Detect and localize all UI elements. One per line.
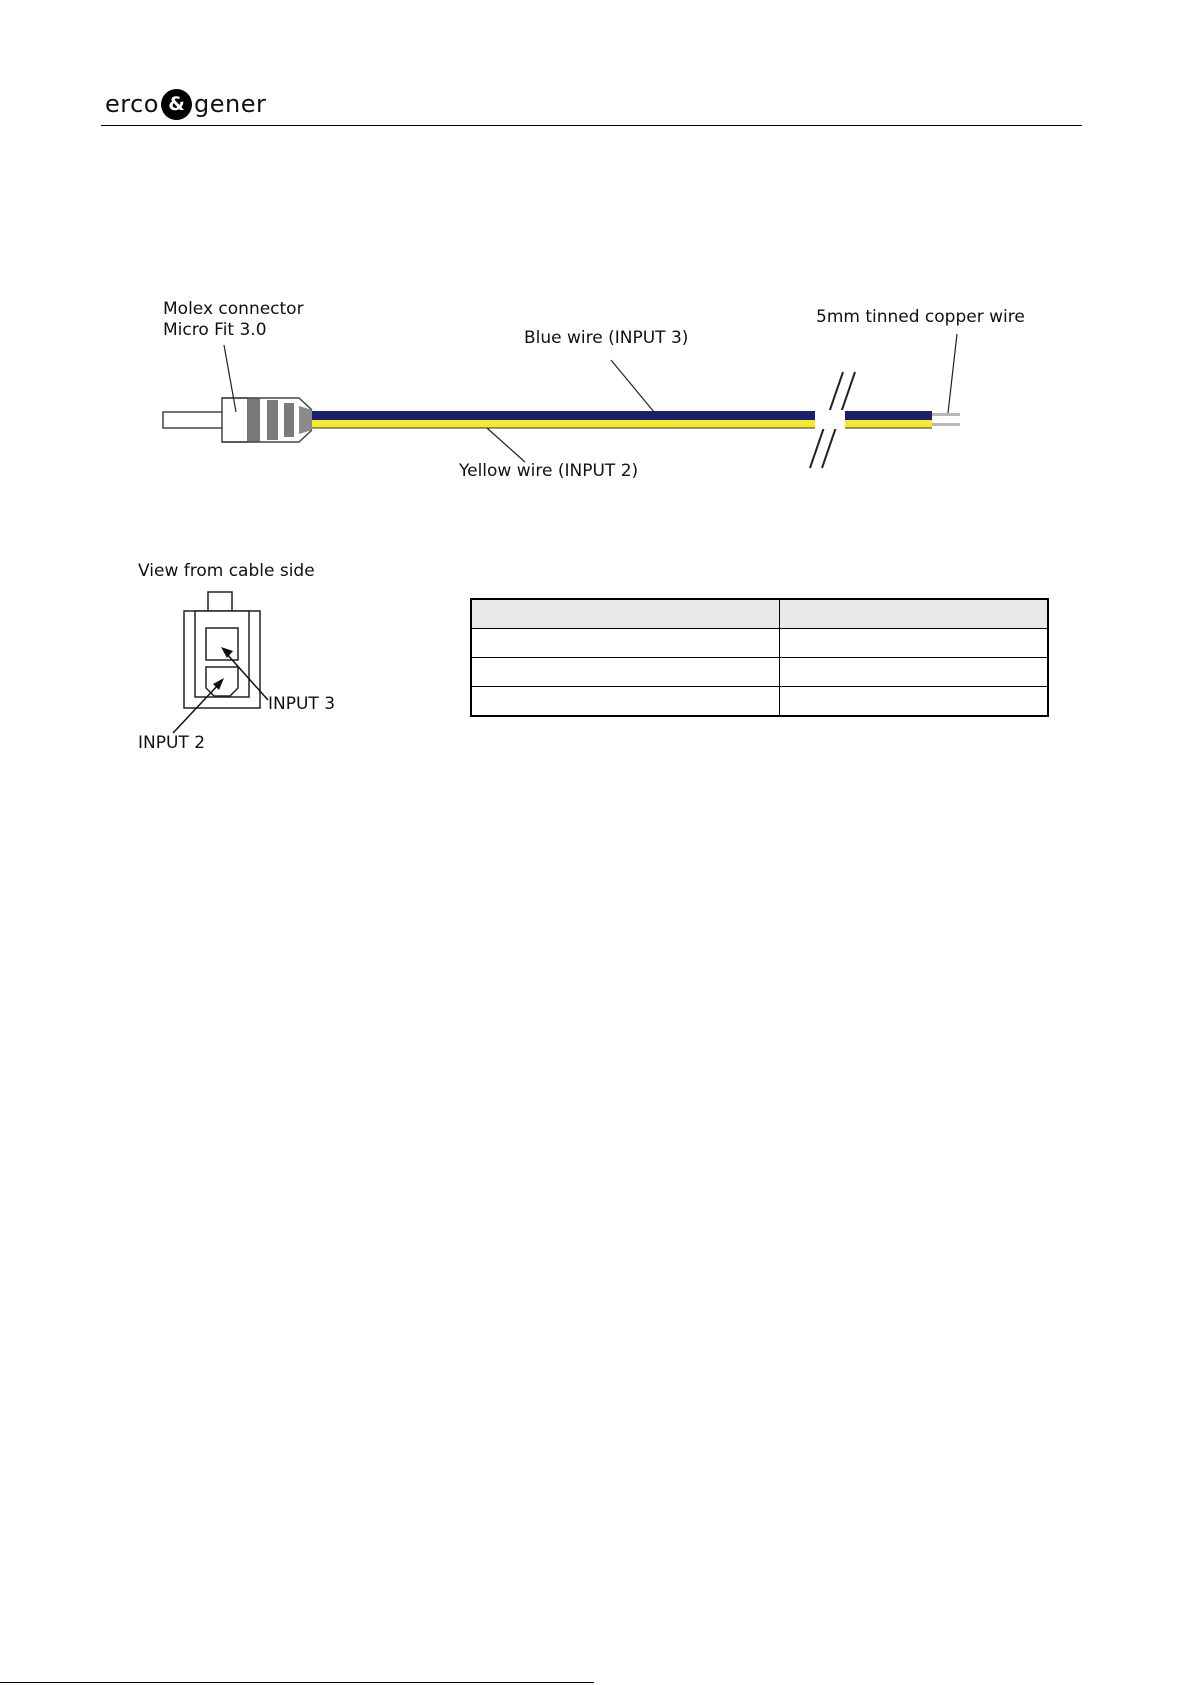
yellow-wire-label: Yellow wire (INPUT 2)	[459, 461, 639, 481]
footer-divider	[0, 1682, 594, 1683]
copper-wire-end	[932, 413, 960, 416]
pinout-view-title: View from cable side	[138, 561, 315, 581]
copper-wire-label: 5mm tinned copper wire	[816, 307, 1025, 327]
table-header-cell	[471, 599, 779, 629]
connector-label	[163, 299, 304, 342]
pin-input-3-label: INPUT 3	[268, 694, 336, 714]
table-header-cell	[779, 599, 1048, 629]
table-cell	[779, 658, 1048, 687]
logo-text-gener: gener	[193, 90, 267, 118]
table-row	[471, 687, 1048, 717]
connector-label-line1: Molex connector	[163, 299, 304, 319]
pin-table	[470, 598, 1049, 717]
table-cell	[471, 687, 779, 717]
pin-input-3	[206, 628, 238, 660]
logo-text-erco: erco	[105, 90, 159, 118]
table-cell	[471, 629, 779, 658]
logo-ampersand: &	[161, 89, 192, 120]
connector-label-line2: Micro Fit 3.0	[163, 320, 267, 341]
table-cell	[471, 658, 779, 687]
table-cell	[779, 687, 1048, 717]
table-row	[471, 629, 1048, 658]
pinout-housing-icon	[184, 592, 260, 708]
pin-input-2-label: INPUT 2	[138, 733, 206, 753]
table-row	[471, 658, 1048, 687]
table-cell	[779, 629, 1048, 658]
blue-wire-label: Blue wire (INPUT 3)	[524, 328, 689, 348]
molex-connector-icon	[163, 398, 312, 442]
table-header-row	[471, 599, 1048, 629]
